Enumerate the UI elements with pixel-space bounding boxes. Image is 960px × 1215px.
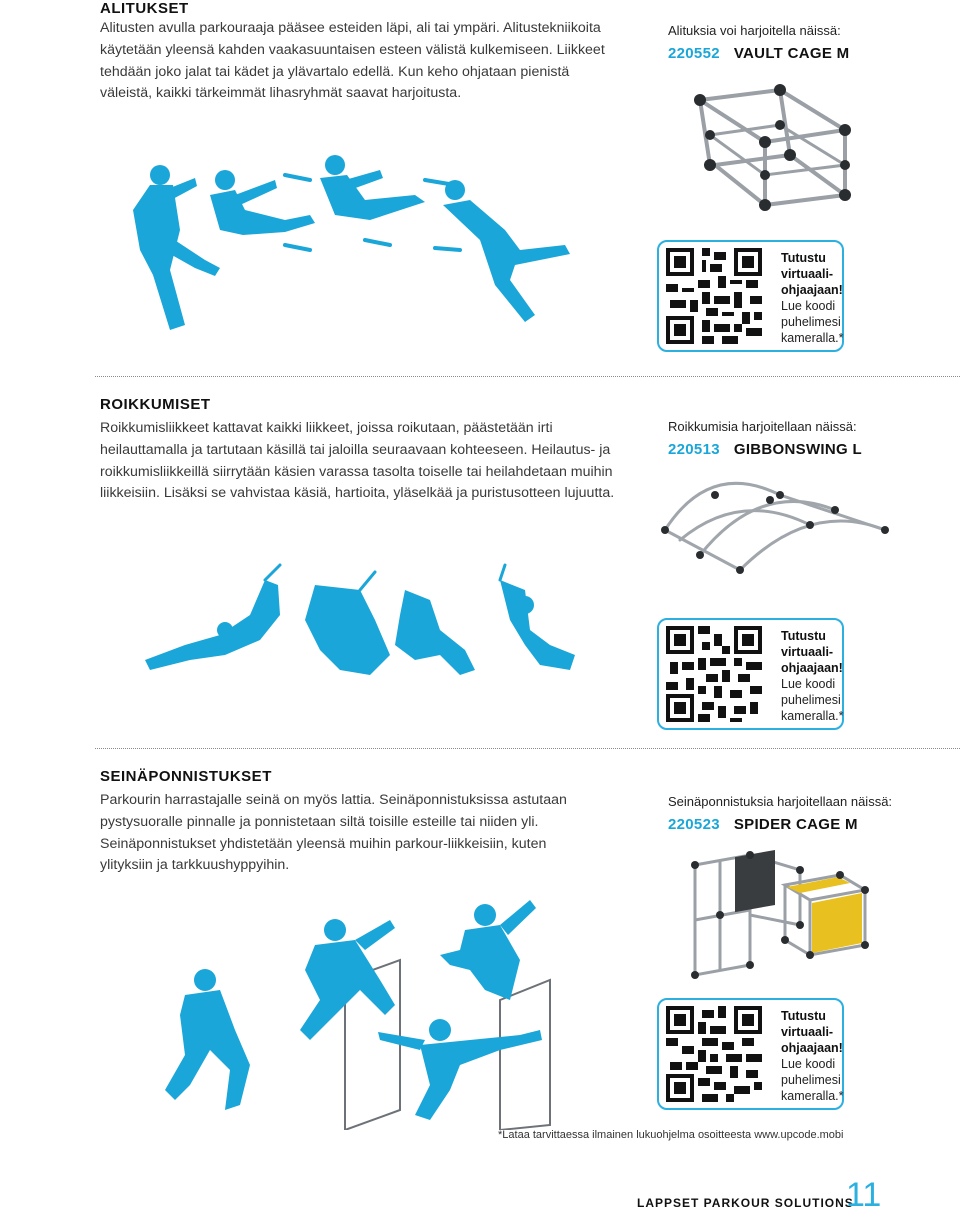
cta-line: Lue koodi [781, 299, 836, 313]
cta-line: kameralla.* [781, 1089, 844, 1103]
text-line: väleistä, kaikki tärkeimmät lihasryhmät saavat harjoitusta. [100, 85, 462, 102]
cta-line: virtuaali- [781, 1025, 834, 1039]
cta-line: kameralla.* [781, 331, 844, 345]
product-code: 220523 [668, 816, 720, 833]
text-line: ylityksiin ja tarkkuushyppyihin. [100, 857, 290, 874]
qr-box-2 [657, 618, 844, 730]
cta-line: ohjaajaan! [781, 1041, 843, 1055]
cta-line: Tutustu [781, 251, 826, 265]
product-line [668, 45, 849, 62]
section-body-alitukset [100, 18, 640, 105]
page-number: 11 [846, 1176, 882, 1214]
gibbonswing-image [660, 470, 900, 580]
practice-label: Seinäponnistuksia harjoitellaan näissä: [668, 794, 893, 809]
section-body-roikkumiset [100, 418, 645, 505]
product-name: SPIDER CAGE M [733, 816, 858, 833]
qr-code-icon[interactable] [666, 248, 762, 344]
practice-label: Roikkumisia harjoitellaan näissä: [668, 419, 857, 434]
footnote: *Lataa tarvittaessa ilmainen lukuohjelma osoitteesta www.upcode.mobi [498, 1129, 844, 1141]
vault-cage-image [680, 80, 860, 215]
cta-line: ohjaajaan! [781, 283, 843, 297]
section-divider [95, 748, 960, 749]
qr-box-1 [657, 240, 844, 352]
spider-cage-image [690, 845, 870, 985]
text-line: Parkourin harrastajalle seinä on myös lattia. Seinäponnistuksissa astutaan [100, 792, 567, 808]
product-code: 220552 [668, 45, 720, 62]
practice-label: Alituksia voi harjoitella näissä: [668, 23, 841, 38]
cta-line: puhelimesi [781, 315, 841, 329]
footer-brand: LAPPSET PARKOUR SOLUTIONS [637, 1196, 854, 1210]
seinaponnistus-silhouettes [140, 890, 610, 1130]
text-line: heilauttamalla ja tartutaan käsillä tai jaloilla seuraavaan kohteeseen. Heilautus- ja [100, 441, 611, 458]
qr-code-icon[interactable] [666, 626, 762, 722]
cta-line: Tutustu [781, 1009, 826, 1023]
product-name: VAULT CAGE M [733, 45, 850, 62]
text-line: liikkeisiin. Lisäksi se vahvistaa käsiä, hartioita, yläselkää ja puristusotteen lujuutta. [100, 485, 615, 502]
product-line [668, 816, 858, 833]
cta-line: kameralla.* [781, 709, 844, 723]
qr-code-icon[interactable] [666, 1006, 762, 1102]
section-heading-seinaponnistukset: SEINÄPONNISTUKSET [100, 768, 272, 785]
cta-line: Tutustu [781, 629, 826, 643]
text-line: Alitusten avulla parkouraaja pääsee esteiden läpi, ali tai ympäri. Alitustekniikoita [100, 20, 601, 36]
qr-cta [781, 250, 844, 346]
alitus-silhouettes [125, 150, 605, 340]
roikkuminen-silhouettes [130, 560, 610, 690]
cta-line: Lue koodi [781, 1057, 836, 1071]
text-line: Seinäponnistukset yhdistetään yleensä muihin parkour-liikkeisiin, kuten [100, 835, 547, 852]
section-heading-roikkumiset: ROIKKUMISET [100, 396, 211, 413]
cta-line: virtuaali- [781, 645, 834, 659]
qr-cta [781, 628, 844, 724]
section-body-seinaponnistukset [100, 790, 640, 877]
cta-line: virtuaali- [781, 267, 834, 281]
qr-box-3 [657, 998, 844, 1110]
cta-line: puhelimesi [781, 1073, 841, 1087]
cta-line: puhelimesi [781, 693, 841, 707]
text-line: Roikkumisliikkeet kattavat kaikki liikkeet, joissa roikutaan, päästetään irti [100, 420, 553, 436]
text-line: tehdään joko jalat tai kädet ja ylävartalo edellä. Kun keho ohjataan pienistä [100, 63, 570, 80]
cta-line: Lue koodi [781, 677, 836, 691]
product-code: 220513 [668, 441, 720, 458]
product-name: GIBBONSWING L [733, 441, 862, 458]
qr-cta [781, 1008, 844, 1104]
cta-line: ohjaajaan! [781, 661, 843, 675]
section-heading-alitukset: ALITUKSET [100, 0, 189, 17]
text-line: roikkumisliikkeillä siirrytään käsien varassa tasolta toiselle tai heilahdetaan muihin [100, 463, 613, 480]
product-line [668, 441, 862, 458]
section-divider [95, 376, 960, 377]
text-line: pystysuoralle pinnalle ja ponnistetaan siltä toisille esteille tai niiden yli. [100, 813, 539, 830]
text-line: käytetään yleensä kahden vaakasuuntaisen esteen välistä kulkemiseen. Liikkeet [100, 41, 605, 58]
